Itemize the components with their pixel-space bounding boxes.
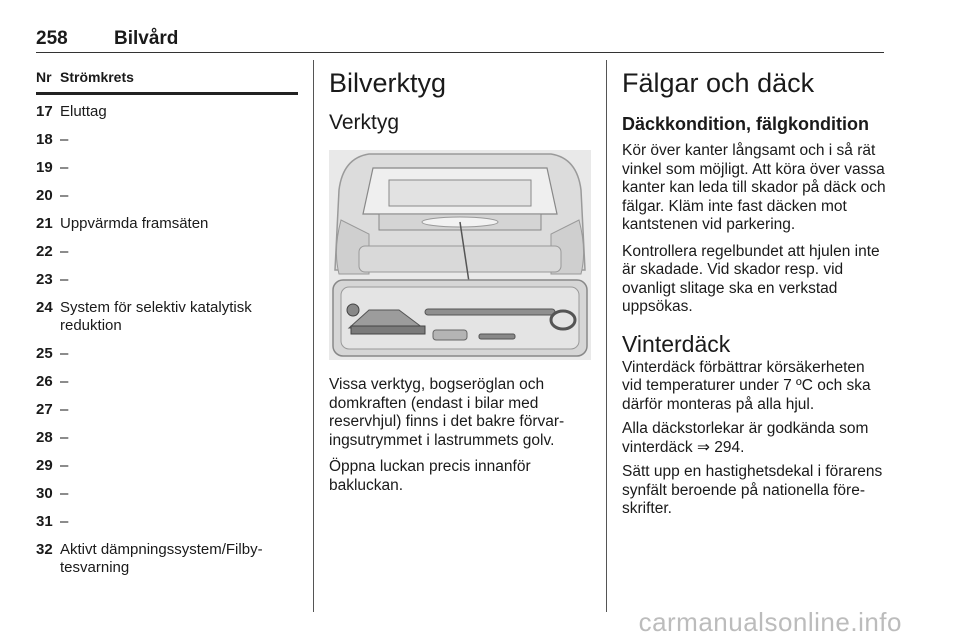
column-divider	[313, 60, 314, 612]
circuit-name: Uppvärmda framsäten	[60, 215, 209, 232]
fuse-number: 27	[36, 401, 53, 418]
tools-paragraph-1: Vissa verktyg, bogseröglan och domkraften (endast i bilar med reservhjul) finns i det bakre förvar-ingsutrymmet i lastrummets golv.	[329, 376, 565, 449]
wheels-tyres-section	[622, 58, 886, 519]
col-circuit-header: Strömkrets	[60, 69, 134, 85]
fuse-number: 20	[36, 187, 53, 204]
table-row	[36, 429, 298, 447]
circuit-name: –	[60, 131, 69, 148]
circuit-name: –	[60, 485, 69, 502]
table-row	[36, 159, 298, 177]
circuit-name: –	[60, 429, 69, 446]
circuit-name: –	[60, 373, 69, 390]
winter-paragraph-1: Vinterdäck förbättrar körsäkerheten vid temperaturer under 7 ºC och ska därför monteras på alla hjul.	[622, 358, 871, 413]
page-number: 258	[36, 28, 68, 49]
tools-section	[329, 58, 591, 495]
table-rows	[36, 95, 298, 577]
table-row	[36, 345, 298, 363]
fuse-number: 29	[36, 457, 53, 474]
table-row	[36, 513, 298, 531]
tyre-paragraph-1: Kör över kanter långsamt och i så rät vinkel som möjligt. Att köra över vassa kanter kan leda till skador på däck och fälgar. Kläm inte fast däcken mot kantstenen vid parkering.	[622, 142, 886, 233]
table-row	[36, 373, 298, 391]
table-header	[36, 58, 298, 95]
table-row	[36, 215, 298, 233]
fuse-number: 32	[36, 541, 53, 558]
circuit-name: –	[60, 243, 69, 260]
column-divider	[606, 60, 607, 612]
fuse-number: 30	[36, 485, 53, 502]
circuit-name: –	[60, 159, 69, 176]
table-row	[36, 103, 298, 121]
table-row	[36, 401, 298, 419]
fuse-number: 24	[36, 299, 53, 316]
section-heading-falgar: Fälgar och däck	[622, 68, 815, 98]
circuit-name: Aktivt dämpningssystem/Filby-tesvarning	[60, 541, 263, 576]
subheading-verktyg: Verktyg	[329, 111, 400, 134]
trunk-tools-illustration	[329, 150, 591, 360]
table-row	[36, 243, 298, 261]
fuse-number: 19	[36, 159, 53, 176]
table-row	[36, 187, 298, 205]
section-title: Bilvård	[114, 28, 179, 49]
fuse-number: 18	[36, 131, 53, 148]
tools-paragraph-2: Öppna luckan precis innanför bakluckan.	[329, 458, 531, 494]
fuse-number: 25	[36, 345, 53, 362]
circuit-name: –	[60, 513, 69, 530]
section-heading-bilverktyg: Bilverktyg	[329, 68, 447, 98]
table-row	[36, 271, 298, 289]
circuit-name: –	[60, 187, 69, 204]
watermark: carmanualsonline.info	[638, 607, 902, 637]
fuse-number: 28	[36, 429, 53, 446]
circuit-name: –	[60, 457, 69, 474]
circuit-name: Eluttag	[60, 103, 107, 120]
table-row	[36, 457, 298, 475]
table-row	[36, 485, 298, 503]
col-nr-header: Nr	[36, 69, 52, 85]
table-row	[36, 131, 298, 149]
subheading-vinterdack: Vinterdäck	[622, 330, 731, 357]
table-row	[36, 541, 298, 577]
circuit-name: –	[60, 401, 69, 418]
subheading-dackkondition: Däckkondition, fälgkondition	[622, 114, 869, 134]
fuse-number: 31	[36, 513, 53, 530]
winter-paragraph-3: Sätt upp en hastighetsdekal i förarens synfält beroende på nationella före-skrifter.	[622, 463, 883, 517]
fuse-number: 21	[36, 215, 53, 232]
fuse-number: 23	[36, 271, 53, 288]
table-row	[36, 299, 298, 335]
tyre-paragraph-2: Kontrollera regelbundet att hjulen inte är skadade. Vid skador resp. vid ovanligt slitage ska en verkstad uppsökas.	[622, 242, 880, 315]
circuit-name: –	[60, 271, 69, 288]
fuse-number: 26	[36, 373, 53, 390]
trunk-tools-drawing	[329, 150, 591, 360]
fuse-table	[36, 58, 298, 587]
circuit-name: System för selektiv katalytisk reduktion	[60, 299, 252, 334]
page-header	[36, 26, 884, 53]
winter-paragraph-2: Alla däckstorlekar är godkända som vinterdäck ⇒ 294.	[622, 420, 869, 456]
fuse-number: 17	[36, 103, 53, 120]
fuse-number: 22	[36, 243, 53, 260]
circuit-name: –	[60, 345, 69, 362]
